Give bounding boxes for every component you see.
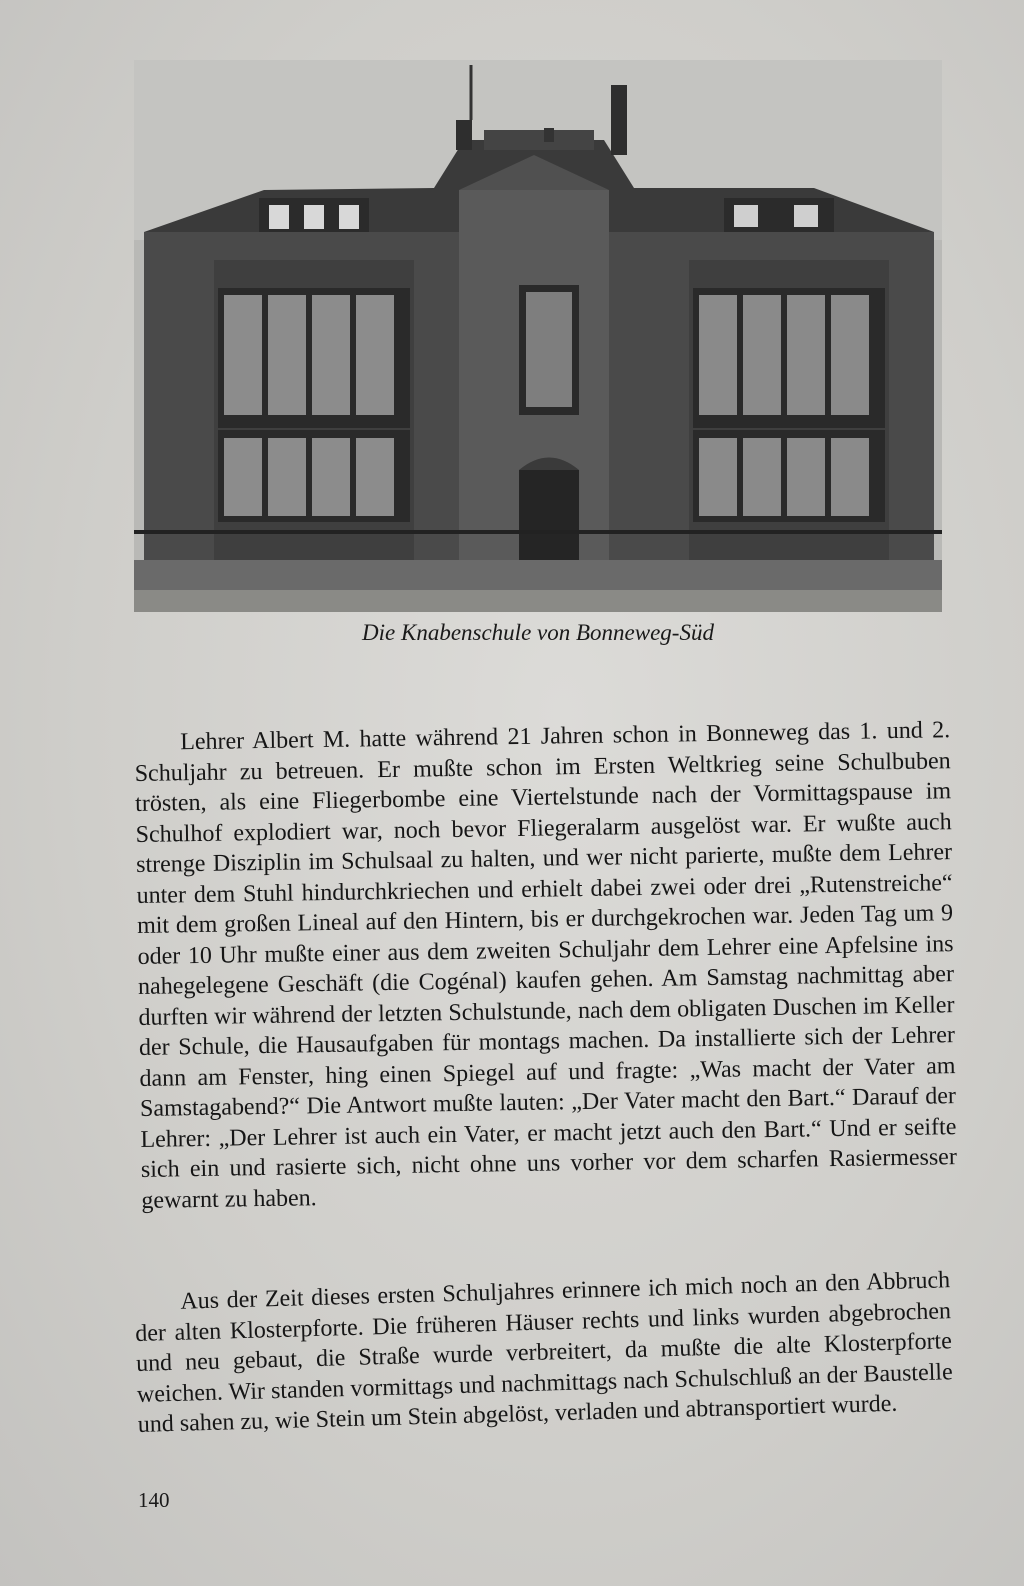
photo-caption: Die Knabenschule von Bonneweg-Süd — [362, 620, 714, 645]
paragraph: Aus der Zeit dieses ersten Schuljahres erinnere ich mich noch an den Abbruch der alten Klosterpforte. Die früheren Häuser rechts und links wurden abgebrochen und neu gebaut, die Straße wurde verbreitert, da mußte die alte Klosterpforte weichen. Wir standen vormittags und nachmittags nach Schulschluß an der Baustelle und sahen zu, wie Stein um Stein abgelöst, verladen und abtransportiert wurde. — [134, 1267, 954, 1438]
building-illustration — [134, 60, 942, 612]
page-number: 140 — [138, 1488, 170, 1512]
paragraph: Lehrer Albert M. hatte während 21 Jahren schon in Bonneweg das 1. und 2. Schuljahr zu betreuen. Er mußte schon im Ersten Weltkrieg seine Schulbuben trösten, als eine Fliegerbombe eine Viertelstunde nach der Vormittagspause im Schulhof explodiert war, noch bevor Fliegeralarm ausgelöst war. Er wußte auch strenge Disziplin im Schulsaal zu halten, und wer nicht parierte, mußte dem Lehrer unter dem Stuhl hindurchkriechen und erhielt dabei zwei oder drei „Rutenstreiche“ mit dem großen Lineal auf den Hintern, bis er durchgekrochen war. Jeden Tag um 9 oder 10 Uhr mußte einer aus dem zweiten Schuljahr dem Lehrer eine Apfelsine ins nahegelegene Geschäft (die Cogénal) kaufen gehen. Am Samstag nachmittag aber durften wir während der letzten Schulstunde, nach dem obligaten Duschen im Keller der Schule, die Hausaufgaben für montags machen. Da installierte sich der Lehrer dann am Fenster, hing einen Spiegel auf und fragte: „Was macht der Vater am Samstagabend?“ Die Antwort mußte lauten: „Der Vater macht den Bart.“ Darauf der Lehrer: „Der Lehrer ist auch ein Vater, er macht jetzt auch den Bart.“ Und er seifte sich ein und rasierte sich, nicht ohne uns vorher vor dem scharfen Rasiermesser gewarnt zu haben. — [134, 717, 958, 1214]
school-building-photo — [134, 60, 942, 612]
paragraph-1-block — [134, 715, 958, 1216]
paragraph-2-block — [134, 1265, 954, 1440]
